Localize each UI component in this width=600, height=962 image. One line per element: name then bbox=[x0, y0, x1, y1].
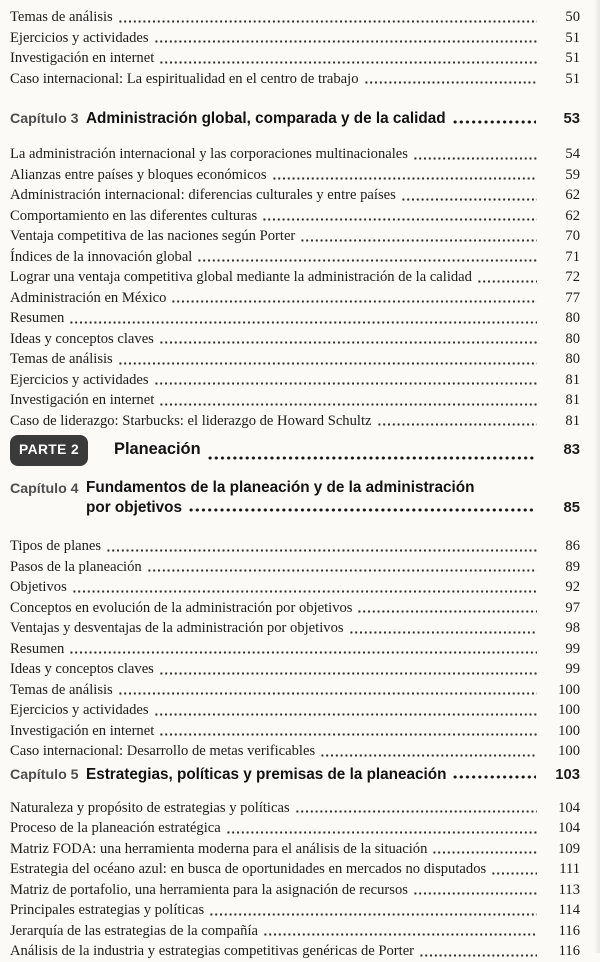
page-number: 80 bbox=[565, 351, 580, 367]
toc-entry-group bbox=[10, 144, 580, 431]
dot-leader bbox=[159, 48, 537, 69]
page-number: 51 bbox=[565, 29, 580, 46]
page-number: 116 bbox=[558, 943, 580, 959]
entry-label: Principales estrategias y políticas bbox=[10, 902, 205, 918]
page-number: 71 bbox=[565, 248, 580, 265]
entry-label: Investigación en internet bbox=[10, 50, 155, 66]
dot-leader bbox=[171, 288, 537, 309]
entry-label: Caso de liderazgo: Starbucks: el liderazgo de Howard Schultz bbox=[10, 412, 372, 429]
chapter-heading-row bbox=[10, 108, 580, 130]
page-number: 81 bbox=[565, 412, 580, 429]
dot-leader bbox=[69, 308, 537, 329]
page-number: 104 bbox=[558, 799, 580, 816]
entry-label: Lograr una ventaja competitiva global mediante la administración de la calidad bbox=[10, 269, 472, 285]
entry-label: Análisis de la industria y estrategias competitivas genéricas de Porter bbox=[10, 943, 415, 959]
toc-entry-group bbox=[10, 7, 580, 89]
page-number: 113 bbox=[558, 881, 580, 898]
toc-entry-row bbox=[10, 721, 580, 742]
page-number: 99 bbox=[565, 640, 580, 657]
toc-entry-row bbox=[10, 680, 580, 701]
toc-entry-row bbox=[10, 536, 580, 557]
page-number: 104 bbox=[558, 820, 580, 836]
page-number: 54 bbox=[565, 146, 580, 162]
entry-label: Índices de la innovación global bbox=[10, 248, 193, 265]
chapter-title-block bbox=[86, 478, 580, 518]
dot-leader bbox=[154, 370, 537, 391]
chapter-title-line1: Fundamentos de la planeación y de la administración bbox=[86, 479, 475, 496]
entry-label: Resumen bbox=[10, 310, 65, 326]
dot-leader bbox=[159, 659, 537, 680]
toc-entry-group bbox=[10, 798, 580, 962]
dot-leader bbox=[272, 165, 537, 186]
entry-label: Estrategia del océano azul: en busca de oportunidades en mercados no disputados bbox=[10, 861, 487, 877]
dot-leader bbox=[118, 7, 537, 28]
dot-leader bbox=[357, 598, 537, 619]
dot-leader bbox=[401, 185, 537, 206]
dot-leader bbox=[207, 435, 536, 466]
dot-leader bbox=[197, 247, 537, 268]
entry-label: Alianzas entre países y bloques económicos bbox=[10, 166, 267, 183]
page-number: 80 bbox=[565, 330, 580, 347]
entry-label: Naturaleza y propósito de estrategias y políticas bbox=[10, 799, 290, 816]
toc-entry-row bbox=[10, 741, 580, 762]
toc-entry-row bbox=[10, 639, 580, 660]
toc-entry-row bbox=[10, 267, 580, 288]
toc-entry-row bbox=[10, 48, 580, 69]
page-number: 72 bbox=[565, 269, 580, 285]
page-number: 81 bbox=[565, 392, 580, 408]
dot-leader bbox=[377, 411, 538, 432]
dot-leader bbox=[159, 390, 537, 411]
page-number: 80 bbox=[565, 310, 580, 326]
dot-leader bbox=[300, 226, 537, 247]
toc-entry-row bbox=[10, 921, 580, 942]
page-number: 92 bbox=[565, 579, 580, 595]
dot-leader bbox=[118, 680, 537, 701]
dot-leader bbox=[419, 941, 537, 962]
chapter-title: Estrategias, políticas y premisas de la planeación bbox=[86, 765, 447, 783]
page-number: 81 bbox=[565, 371, 580, 388]
entry-label: Ideas y conceptos claves bbox=[10, 330, 154, 347]
entry-label: Administración en México bbox=[10, 289, 167, 306]
dot-leader bbox=[432, 839, 537, 860]
toc-entry-row bbox=[10, 880, 580, 901]
toc-entry-row bbox=[10, 7, 580, 28]
toc-entry-row bbox=[10, 390, 580, 411]
dot-leader bbox=[295, 798, 537, 819]
dot-leader bbox=[413, 144, 537, 165]
entry-label: Tipos de planes bbox=[10, 538, 102, 554]
toc-sections bbox=[10, 7, 580, 962]
dot-leader bbox=[147, 557, 537, 578]
entry-label: Temas de análisis bbox=[10, 9, 113, 25]
dot-leader bbox=[159, 721, 537, 742]
page-number: 53 bbox=[563, 111, 580, 127]
dot-leader bbox=[491, 859, 537, 880]
dot-leader bbox=[226, 818, 537, 839]
page-number: 98 bbox=[565, 620, 580, 636]
entry-label: Ejercicios y actividades bbox=[10, 371, 149, 388]
toc-entry-row bbox=[10, 288, 580, 309]
page-number: 77 bbox=[565, 289, 580, 306]
page-number: 100 bbox=[558, 743, 580, 759]
toc-entry-row bbox=[10, 349, 580, 370]
page-number: 51 bbox=[565, 50, 580, 66]
entry-label: Jerarquía de las estrategias de la compañía bbox=[10, 922, 258, 939]
page-number: 62 bbox=[565, 207, 580, 224]
toc-entry-row bbox=[10, 700, 580, 721]
toc-entry-row bbox=[10, 659, 580, 680]
chapter-label: Capítulo 4 bbox=[10, 481, 79, 497]
page-number: 89 bbox=[565, 558, 580, 575]
dot-leader bbox=[364, 69, 538, 90]
dot-leader bbox=[72, 577, 537, 598]
entry-label: La administración internacional y las corporaciones multinacionales bbox=[10, 146, 408, 162]
dot-leader bbox=[106, 536, 537, 557]
dot-leader bbox=[349, 618, 537, 639]
page-number: 103 bbox=[555, 766, 580, 783]
toc-entry-row bbox=[10, 185, 580, 206]
entry-label: Ventajas y desventajas de la administración por objetivos bbox=[10, 620, 344, 636]
toc-entry-row bbox=[10, 859, 580, 880]
toc-entry-row bbox=[10, 28, 580, 49]
entry-label: Ejercicios y actividades bbox=[10, 702, 149, 718]
entry-label: Pasos de la planeación bbox=[10, 558, 142, 575]
dot-leader bbox=[262, 206, 537, 227]
entry-label: Investigación en internet bbox=[10, 392, 155, 408]
toc-entry-row bbox=[10, 798, 580, 819]
toc-entry-row bbox=[10, 329, 580, 350]
toc-entry-row bbox=[10, 941, 580, 962]
toc-entry-row bbox=[10, 308, 580, 329]
toc-entry-row bbox=[10, 618, 580, 639]
dot-leader bbox=[320, 741, 537, 762]
dot-leader bbox=[263, 921, 537, 942]
toc-entry-row bbox=[10, 226, 580, 247]
entry-label: Investigación en internet bbox=[10, 722, 155, 739]
entry-label: Conceptos en evolución de la administración por objetivos bbox=[10, 599, 353, 616]
toc-entry-row bbox=[10, 598, 580, 619]
dot-leader bbox=[188, 498, 536, 518]
toc-entry-row bbox=[10, 247, 580, 268]
page-number: 114 bbox=[558, 902, 580, 918]
entry-label: Matriz de portafolio, una herramienta para la asignación de recursos bbox=[10, 881, 408, 898]
dot-leader bbox=[118, 349, 537, 370]
page-number: 111 bbox=[559, 861, 580, 877]
entry-label: Comportamiento en las diferentes culturas bbox=[10, 207, 258, 224]
dot-leader bbox=[159, 329, 537, 350]
part-title: Planeación bbox=[114, 440, 201, 458]
entry-label: Temas de análisis bbox=[10, 681, 113, 698]
dot-leader bbox=[452, 764, 536, 786]
page-number: 100 bbox=[558, 681, 580, 698]
entry-label: Administración internacional: diferencias culturales y entre países bbox=[10, 187, 396, 203]
page-number: 109 bbox=[558, 840, 580, 857]
dot-leader bbox=[477, 267, 537, 288]
entry-label: Resumen bbox=[10, 640, 65, 657]
page-number: 99 bbox=[565, 661, 580, 677]
page-number: 86 bbox=[565, 538, 580, 554]
entry-label: Ejercicios y actividades bbox=[10, 29, 149, 46]
toc-entry-row bbox=[10, 411, 580, 432]
entry-label: Caso internacional: La espiritualidad en el centro de trabajo bbox=[10, 70, 359, 87]
chapter-title-line2-text: por objetivos bbox=[86, 499, 183, 516]
toc-entry-row bbox=[10, 818, 580, 839]
dot-leader bbox=[154, 700, 537, 721]
toc-entry-row bbox=[10, 370, 580, 391]
page-number: 50 bbox=[565, 9, 580, 25]
page-number: 116 bbox=[558, 922, 580, 939]
chapter-title: Administración global, comparada y de la calidad bbox=[86, 110, 446, 127]
page-number: 51 bbox=[565, 70, 580, 87]
chapter-title-line2 bbox=[86, 498, 580, 518]
page-number: 59 bbox=[565, 166, 580, 183]
page-number: 100 bbox=[558, 702, 580, 718]
entry-label: Temas de análisis bbox=[10, 351, 113, 367]
entry-label: Ideas y conceptos claves bbox=[10, 661, 154, 677]
chapter-label: Capítulo 3 bbox=[10, 111, 79, 127]
toc-entry-group bbox=[10, 536, 580, 762]
dot-leader bbox=[154, 28, 537, 49]
dot-leader bbox=[209, 900, 537, 921]
entry-label: Matriz FODA: una herramienta moderna para el análisis de la situación bbox=[10, 840, 428, 857]
toc-entry-row bbox=[10, 557, 580, 578]
page-number: 100 bbox=[558, 722, 580, 739]
toc-entry-row bbox=[10, 839, 580, 860]
toc-entry-row bbox=[10, 69, 580, 90]
toc-entry-row bbox=[10, 206, 580, 227]
chapter-label: Capítulo 5 bbox=[10, 766, 79, 783]
page-number: 70 bbox=[565, 228, 580, 244]
page-number: 97 bbox=[565, 599, 580, 616]
dot-leader bbox=[452, 108, 536, 130]
page-number: 85 bbox=[563, 500, 580, 516]
toc-entry-row bbox=[10, 577, 580, 598]
toc-entry-row bbox=[10, 900, 580, 921]
entry-label: Objetivos bbox=[10, 579, 67, 595]
page-number: 83 bbox=[563, 442, 580, 458]
chapter-heading-row bbox=[10, 478, 580, 518]
dot-leader bbox=[69, 639, 537, 660]
toc-entry-row bbox=[10, 165, 580, 186]
part-heading-row bbox=[10, 435, 580, 466]
dot-leader bbox=[413, 880, 537, 901]
entry-label: Caso internacional: Desarrollo de metas verificables bbox=[10, 743, 316, 759]
entry-label: Proceso de la planeación estratégica bbox=[10, 820, 221, 836]
part-badge: PARTE 2 bbox=[10, 435, 88, 466]
chapter-heading-row bbox=[10, 764, 580, 786]
toc-entry-row bbox=[10, 144, 580, 165]
page-number: 62 bbox=[565, 187, 580, 203]
entry-label: Ventaja competitiva de las naciones según Porter bbox=[10, 228, 296, 244]
